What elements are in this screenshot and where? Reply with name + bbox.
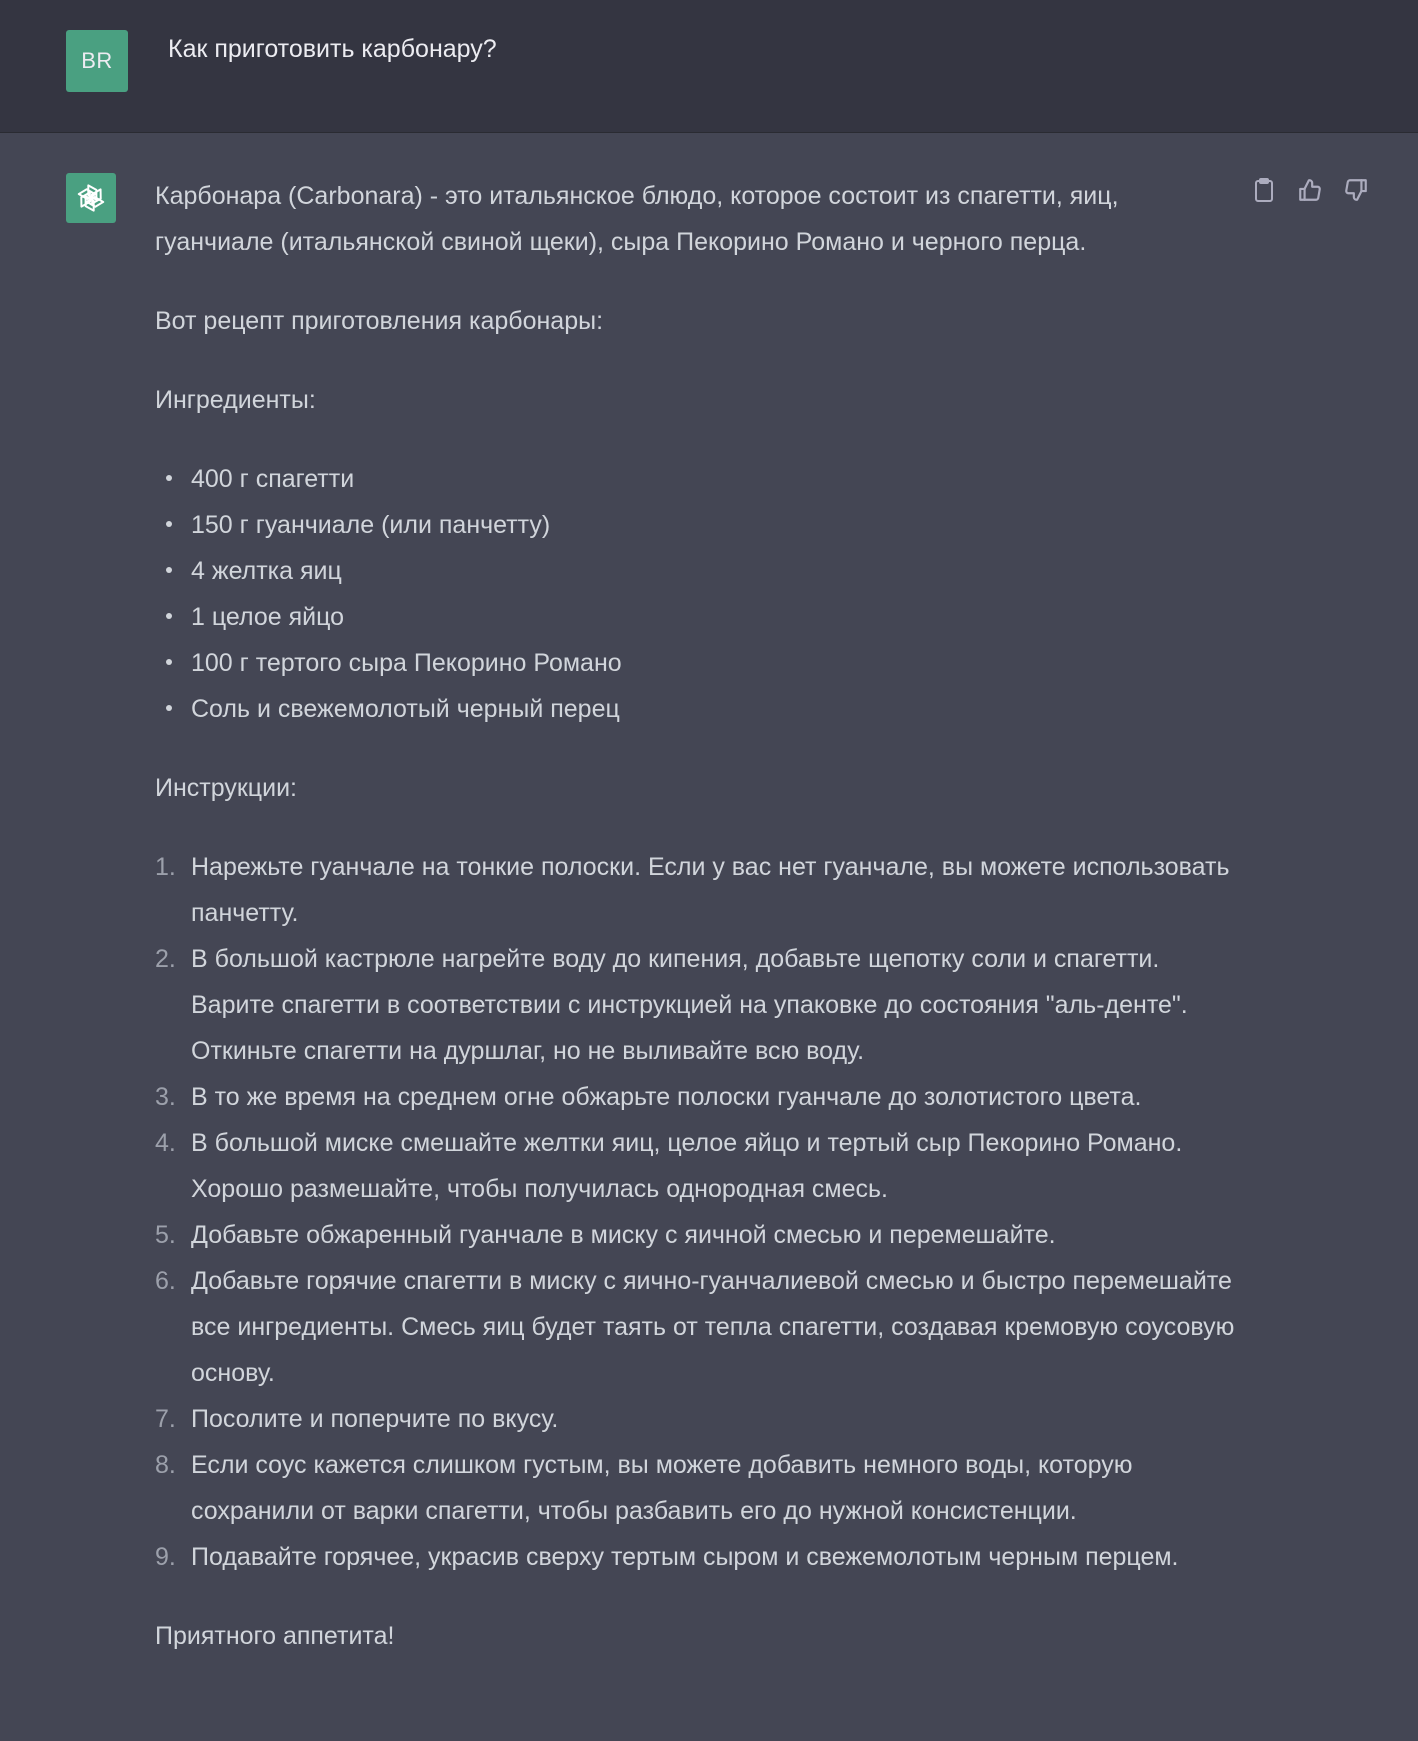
assistant-avatar [66, 173, 116, 223]
list-item: 4 желтка яиц [155, 548, 1235, 594]
step-text: Нарежьте гуанчале на тонкие полоски. Если у вас нет гуанчале, вы можете использовать панчетту. [191, 853, 1230, 927]
user-avatar: BR [66, 30, 128, 92]
openai-logo-icon [73, 180, 109, 216]
list-item [155, 1212, 1235, 1258]
list-item: 1 целое яйцо [155, 594, 1235, 640]
list-item [155, 1534, 1235, 1580]
step-number: 9. [155, 1543, 176, 1571]
step-text: Подавайте горячее, украсив сверху тертым сыром и свежемолотым черным перцем. [191, 1543, 1179, 1571]
assistant-message-content [155, 173, 1235, 1692]
list-item [155, 1074, 1235, 1120]
step-number: 5. [155, 1221, 176, 1249]
step-text: Посолите и поперчите по вкусу. [191, 1405, 559, 1433]
message-actions [1250, 175, 1370, 205]
step-text: В большой кастрюле нагрейте воду до кипения, добавьте щепотку соли и спагетти. Варите спагетти в соответствии с инструкцией на упаковке до состояния "аль-денте". Откиньте спагетти на дуршлаг, но не выливайте всю воду. [191, 945, 1188, 1065]
list-item: 100 г тертого сыра Пекорино Романо [155, 640, 1235, 686]
thumbs-down-icon [1343, 177, 1369, 203]
step-number: 8. [155, 1451, 176, 1479]
thumbs-up-button[interactable] [1296, 175, 1324, 205]
recipe-heading: Вот рецепт приготовления карбонары: [155, 307, 604, 335]
ingredients-heading: Ингредиенты: [155, 386, 316, 414]
list-item [155, 1442, 1235, 1534]
step-number: 7. [155, 1405, 176, 1433]
thumbs-up-icon [1297, 177, 1323, 203]
step-number: 6. [155, 1267, 176, 1295]
step-text: Если соус кажется слишком густым, вы можете добавить немного воды, которую сохранили от варки спагетти, чтобы разбавить его до нужной консистенции. [191, 1451, 1133, 1525]
list-item [155, 1258, 1235, 1396]
closing-paragraph: Приятного аппетита! [155, 1622, 395, 1650]
list-item [155, 844, 1235, 936]
list-item: 150 г гуанчиале (или панчетту) [155, 502, 1235, 548]
copy-button[interactable] [1250, 175, 1278, 205]
list-item [155, 1396, 1235, 1442]
step-text: Добавьте обжаренный гуанчале в миску с яичной смесью и перемешайте. [191, 1221, 1056, 1249]
clipboard-icon [1252, 177, 1276, 203]
step-text: Добавьте горячие спагетти в миску с яично-гуанчалиевой смесью и быстро перемешайте все ингредиенты. Смесь яиц будет таять от тепла спагетти, создавая кремовую соусовую основу. [191, 1267, 1235, 1387]
step-text: В то же время на среднем огне обжарьте полоски гуанчале до золотистого цвета. [191, 1083, 1142, 1111]
instructions-list [155, 844, 1235, 1580]
thumbs-down-button[interactable] [1342, 175, 1370, 205]
step-number: 4. [155, 1129, 176, 1157]
user-message-text: Как приготовить карбонару? [168, 35, 497, 63]
assistant-message-row [0, 133, 1418, 1741]
step-number: 2. [155, 945, 176, 973]
step-number: 1. [155, 853, 176, 881]
instructions-heading: Инструкции: [155, 774, 297, 802]
step-text: В большой миске смешайте желтки яиц, целое яйцо и тертый сыр Пекорино Романо. Хорошо размешайте, чтобы получилась однородная смесь. [191, 1129, 1183, 1203]
list-item: Соль и свежемолотый черный перец [155, 686, 1235, 732]
user-message-row [0, 0, 1418, 133]
ingredients-list [155, 456, 1235, 732]
list-item [155, 1120, 1235, 1212]
list-item [155, 936, 1235, 1074]
intro-paragraph: Карбонара (Carbonara) - это итальянское блюдо, которое состоит из спагетти, яиц, гуанчиале (итальянской свиной щеки), сыра Пекорино Романо и черного перца. [155, 182, 1119, 256]
list-item: 400 г спагетти [155, 456, 1235, 502]
step-number: 3. [155, 1083, 176, 1111]
